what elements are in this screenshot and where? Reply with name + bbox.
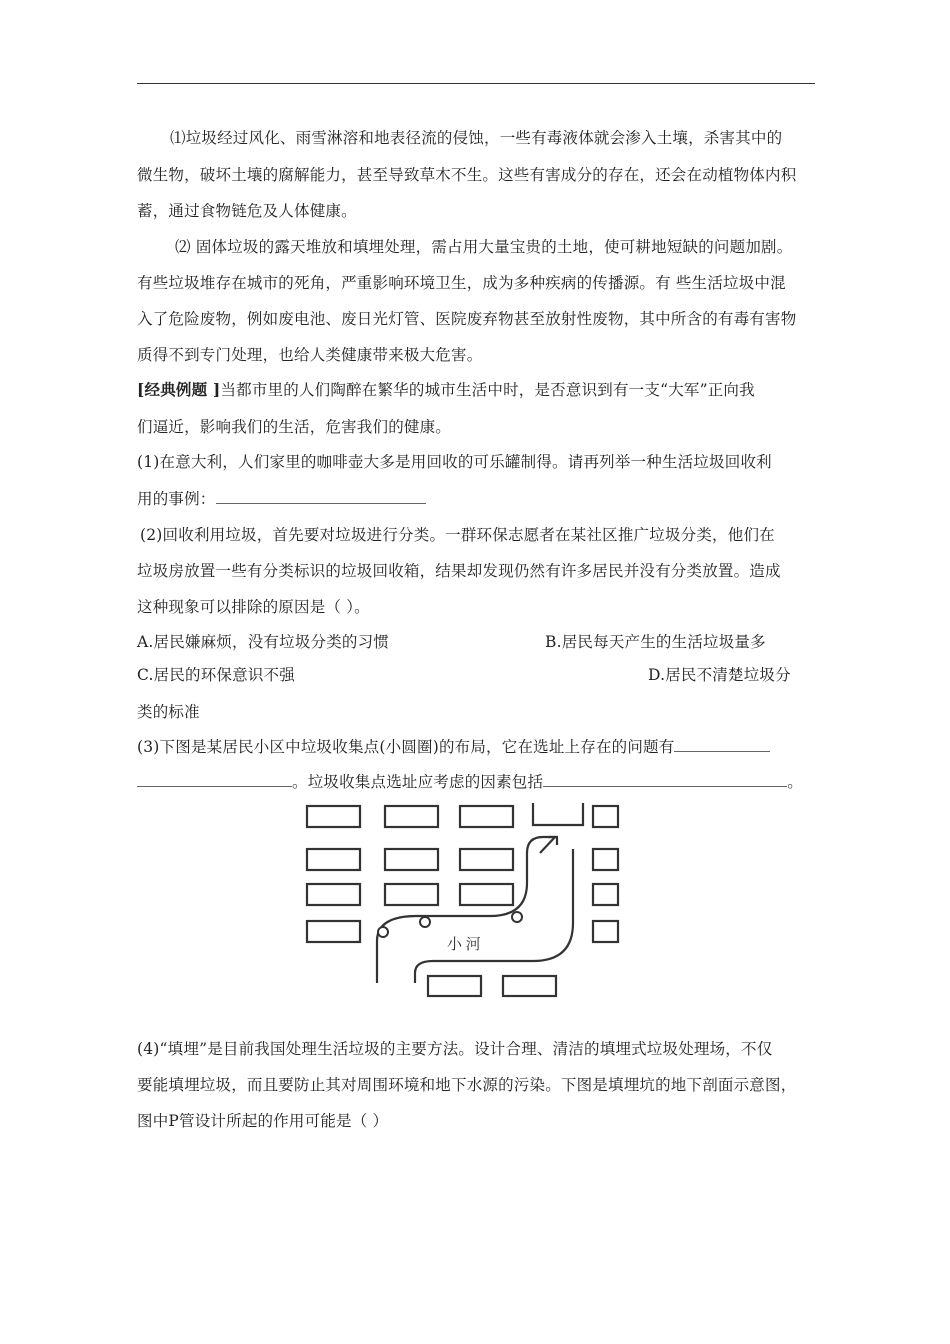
flow-arrow [540,837,555,853]
para2-line3: 入了危险废物，例如废电池、废日光灯管、医院废弃物甚至放射性废物，其中所含的有毒有害物 [137,310,797,328]
building-block [460,849,513,870]
river-inlet [533,803,583,825]
q2-line3: 这种现象可以排除的原因是（ ）。 [137,598,370,616]
q3-answer-blank-2[interactable] [543,772,787,787]
building-block [307,849,360,870]
q1-line2 [137,489,426,509]
q1-line1: (1)在意大利，人们家里的咖啡壶大多是用回收的可乐罐制得。请再列举一种生活垃圾回收利 [137,453,772,471]
para2-line1: ⑵ 固体垃圾的露天堆放和填埋处理，需占用大量宝贵的土地，使可耕地短缺的问题加剧。 [175,238,793,256]
q3-line1 [137,737,770,757]
q1-answer-blank[interactable] [216,489,426,504]
building-block [307,806,360,827]
building-block [503,976,556,996]
q2-option-b: B.居民每天产生的生活垃圾量多 [545,633,766,651]
q2-option-a: A.居民嫌麻烦，没有垃圾分类的习惯 [137,633,390,651]
collection-point [512,912,522,922]
q3-end: 。 [787,773,803,791]
q2-option-c: C.居民的环保意识不强 [137,666,295,684]
q3-answer-blank-1[interactable] [674,737,770,752]
river-label: 小 河 [447,937,481,953]
building-block [460,806,513,827]
q3-prompt2: 。垃圾收集点选址应考虑的因素包括 [292,773,544,791]
q3-line2 [137,772,803,792]
example-line2: 们逼近，影响我们的生活，危害我们的健康。 [137,418,452,436]
q2-option-d: D.居民不清楚垃圾分 [648,666,791,684]
building-block [385,849,438,870]
para2-line2: 有些垃圾堆存在城市的死角，严重影响环境卫生，成为多种疾病的传播源。有 些生活垃圾中混 [137,274,786,292]
q3-answer-blank-1-cont[interactable] [137,772,292,787]
q2-line1: (2)回收利用垃圾，首先要对垃圾进行分类。一群环保志愿者在某社区推广垃圾分类，他们在 [140,526,775,544]
para1-line2: 微生物，破坏土壤的腐解能力，甚至导致草木不生。这些有害成分的存在，还会在动植物体内积 [137,166,797,184]
q4-line1: (4)“填埋”是目前我国处理生活垃圾的主要方法。设计合理、清洁的填埋式垃圾处理场，不仅 [137,1040,773,1058]
building-block [385,884,438,905]
building-block [593,884,618,905]
para1-line3: 蓄，通过食物链危及人体健康。 [137,202,357,220]
q3-prompt: (3)下图是某居民小区中垃圾收集点(小圆圈)的布局，它在选址上存在的问题有 [137,738,675,756]
building-block [593,849,618,870]
collection-point [420,917,430,927]
building-block [307,921,360,942]
building-block [428,976,481,996]
q4-line3: 图中P管设计所起的作用可能是（ ） [137,1112,389,1130]
building-block [460,884,513,905]
q2-line2: 垃圾房放置一些有分类标识的垃圾回收箱，结果却发现仍然有许多居民并没有分类放置。造成 [137,562,781,580]
para1-line1: ⑴垃圾经过风化、雨雪淋溶和地表径流的侵蚀，一些有毒液体就会渗入土壤，杀害其中的 [170,129,783,147]
para2-line4: 质得不到专门处理，也给人类健康带来极大危害。 [137,346,483,364]
building-block [307,884,360,905]
example-line1 [137,380,755,400]
building-block [385,806,438,827]
example-tag: [经典例题 ] [137,380,221,399]
q4-line2: 要能填埋垃圾，而且要防止其对周围环境和地下水源的污染。下图是填埋坑的地下剖面示意图， [137,1076,797,1094]
header-rule [137,83,815,84]
building-block [593,806,618,827]
q2-option-d-cont: 类的标准 [137,703,200,721]
building-block [593,921,618,942]
collection-point [378,927,388,937]
q1-prompt: 用的事例： [137,490,216,508]
example-text: 当都市里的人们陶醉在繁华的城市生活中时，是否意识到有一支“大军”正向我 [220,381,755,399]
community-map-figure [305,801,620,998]
